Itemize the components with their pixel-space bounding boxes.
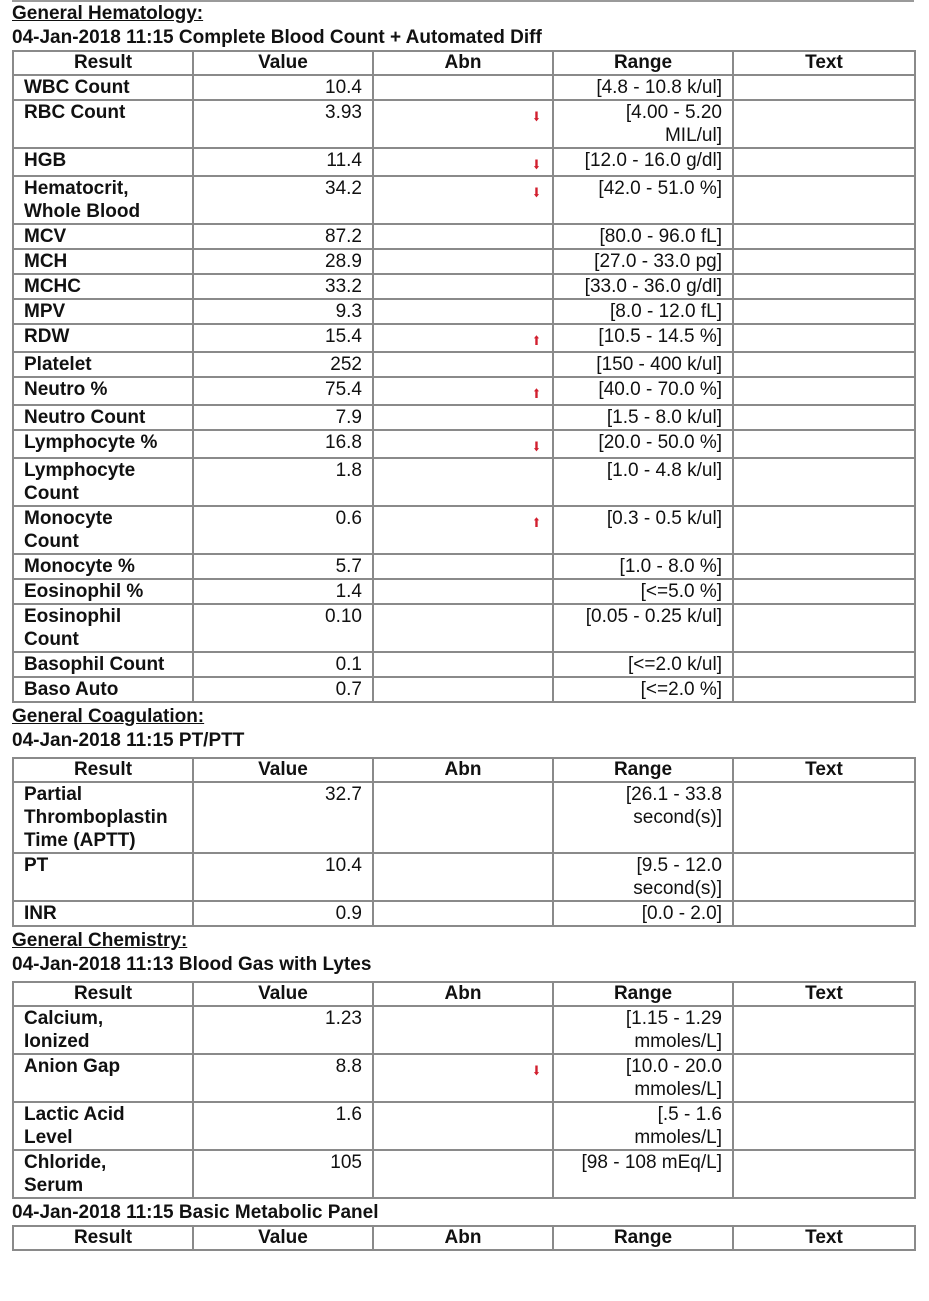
table-row — [13, 299, 915, 324]
abnormal-flag — [373, 377, 553, 405]
result-value: 1.4 — [193, 579, 373, 604]
abnormal-flag — [373, 249, 553, 274]
abnormal-flag — [373, 274, 553, 299]
result-name: RDW — [13, 324, 193, 352]
metabolic-table — [12, 1225, 916, 1251]
reference-range: [1.0 - 8.0 %] — [553, 554, 733, 579]
hematology-table-body — [13, 75, 915, 702]
result-name: Monocyte % — [13, 554, 193, 579]
chemistry-panel-title: 04-Jan-2018 11:13 Blood Gas with Lytes — [12, 954, 372, 975]
result-value: 16.8 — [193, 430, 373, 458]
reference-range: [80.0 - 96.0 fL] — [553, 224, 733, 249]
down-arrow-icon: ⬇ — [532, 1063, 541, 1078]
abnormal-flag — [373, 176, 553, 224]
reference-range: [42.0 - 51.0 %] — [553, 176, 733, 224]
abnormal-flag — [373, 148, 553, 176]
reference-range: [<=2.0 %] — [553, 677, 733, 702]
table-header-row — [13, 51, 915, 75]
result-text — [733, 677, 915, 702]
hematology-heading-text: General Hematology: — [12, 3, 204, 24]
column-header-text: Text — [733, 982, 915, 1006]
result-text — [733, 324, 915, 352]
column-header-abn: Abn — [373, 1226, 553, 1250]
abnormal-flag — [373, 506, 553, 554]
result-text — [733, 506, 915, 554]
reference-range: [98 - 108 mEq/L] — [553, 1150, 733, 1198]
result-text — [733, 224, 915, 249]
result-name: Baso Auto — [13, 677, 193, 702]
abnormal-flag — [373, 299, 553, 324]
result-text — [733, 100, 915, 148]
column-header-text: Text — [733, 51, 915, 75]
result-name: Neutro Count — [13, 405, 193, 430]
result-value: 8.8 — [193, 1054, 373, 1102]
reference-range: [33.0 - 36.0 g/dl] — [553, 274, 733, 299]
table-row — [13, 677, 915, 702]
result-name: Chloride, Serum — [13, 1150, 193, 1198]
column-header-value: Value — [193, 51, 373, 75]
reference-range: [0.0 - 2.0] — [553, 901, 733, 926]
metabolic-panel-title: 04-Jan-2018 11:15 Basic Metabolic Panel — [12, 1202, 379, 1223]
reference-range: [<=2.0 k/ul] — [553, 652, 733, 677]
result-value: 1.8 — [193, 458, 373, 506]
hematology-table — [12, 50, 916, 703]
result-value: 3.93 — [193, 100, 373, 148]
reference-range: [26.1 - 33.8 second(s)] — [553, 782, 733, 853]
column-header-range: Range — [553, 758, 733, 782]
abnormal-flag — [373, 901, 553, 926]
column-header-text: Text — [733, 1226, 915, 1250]
table-row — [13, 405, 915, 430]
table-row — [13, 377, 915, 405]
result-text — [733, 579, 915, 604]
reference-range: [8.0 - 12.0 fL] — [553, 299, 733, 324]
abnormal-flag — [373, 1102, 553, 1150]
result-text — [733, 1054, 915, 1102]
chemistry-heading-text: General Chemistry: — [12, 930, 188, 951]
coagulation-panel-title: 04-Jan-2018 11:15 PT/PTT — [12, 730, 245, 751]
lab-results-document — [12, 0, 914, 1251]
result-name: Calcium, Ionized — [13, 1006, 193, 1054]
result-name: Monocyte Count — [13, 506, 193, 554]
result-name: Platelet — [13, 352, 193, 377]
table-row — [13, 506, 915, 554]
result-text — [733, 458, 915, 506]
result-value: 11.4 — [193, 148, 373, 176]
down-arrow-icon: ⬇ — [532, 185, 541, 200]
column-header-range: Range — [553, 1226, 733, 1250]
result-text — [733, 1006, 915, 1054]
result-text — [733, 75, 915, 100]
table-row — [13, 458, 915, 506]
reference-range: [150 - 400 k/ul] — [553, 352, 733, 377]
abnormal-flag — [373, 324, 553, 352]
column-header-value: Value — [193, 982, 373, 1006]
reference-range: [1.5 - 8.0 k/ul] — [553, 405, 733, 430]
result-text — [733, 377, 915, 405]
result-text — [733, 901, 915, 926]
result-text — [733, 1102, 915, 1150]
column-header-result: Result — [13, 758, 193, 782]
table-row — [13, 274, 915, 299]
table-row — [13, 901, 915, 926]
table-row — [13, 324, 915, 352]
column-header-range: Range — [553, 982, 733, 1006]
result-name: Anion Gap — [13, 1054, 193, 1102]
coagulation-table-body — [13, 782, 915, 926]
table-row — [13, 224, 915, 249]
chemistry-table-body — [13, 1006, 915, 1198]
result-name: PT — [13, 853, 193, 901]
table-header-row — [13, 982, 915, 1006]
result-name: Lactic Acid Level — [13, 1102, 193, 1150]
result-name: MCV — [13, 224, 193, 249]
result-text — [733, 176, 915, 224]
reference-range: [20.0 - 50.0 %] — [553, 430, 733, 458]
hematology-panel-title: 04-Jan-2018 11:15 Complete Blood Count + Automated Diff — [12, 27, 542, 48]
column-header-abn: Abn — [373, 982, 553, 1006]
chemistry-table — [12, 981, 916, 1199]
result-value: 10.4 — [193, 75, 373, 100]
result-text — [733, 604, 915, 652]
coagulation-heading-text: General Coagulation: — [12, 706, 205, 727]
abnormal-flag — [373, 677, 553, 702]
coagulation-table — [12, 757, 916, 927]
result-text — [733, 274, 915, 299]
up-arrow-icon: ⬆ — [532, 333, 541, 348]
result-value: 33.2 — [193, 274, 373, 299]
result-text — [733, 299, 915, 324]
result-value: 0.1 — [193, 652, 373, 677]
table-row — [13, 148, 915, 176]
result-value: 252 — [193, 352, 373, 377]
reference-range: [<=5.0 %] — [553, 579, 733, 604]
result-value: 75.4 — [193, 377, 373, 405]
result-name: MPV — [13, 299, 193, 324]
table-row — [13, 1150, 915, 1198]
reference-range: [10.0 - 20.0 mmoles/L] — [553, 1054, 733, 1102]
result-name: MCH — [13, 249, 193, 274]
reference-range: [.5 - 1.6 mmoles/L] — [553, 1102, 733, 1150]
result-text — [733, 853, 915, 901]
abnormal-flag — [373, 782, 553, 853]
table-row — [13, 75, 915, 100]
column-header-range: Range — [553, 51, 733, 75]
chemistry-section-heading — [12, 927, 914, 953]
table-row — [13, 853, 915, 901]
column-header-result: Result — [13, 1226, 193, 1250]
abnormal-flag — [373, 1006, 553, 1054]
reference-range: [12.0 - 16.0 g/dl] — [553, 148, 733, 176]
result-value: 0.7 — [193, 677, 373, 702]
reference-range: [27.0 - 33.0 pg] — [553, 249, 733, 274]
table-header-row — [13, 1226, 915, 1250]
result-text — [733, 148, 915, 176]
result-value: 10.4 — [193, 853, 373, 901]
up-arrow-icon: ⬆ — [532, 386, 541, 401]
column-header-abn: Abn — [373, 51, 553, 75]
result-text — [733, 652, 915, 677]
result-name: Eosinophil Count — [13, 604, 193, 652]
reference-range: [0.05 - 0.25 k/ul] — [553, 604, 733, 652]
abnormal-flag — [373, 75, 553, 100]
table-row — [13, 100, 915, 148]
result-name: RBC Count — [13, 100, 193, 148]
table-row — [13, 176, 915, 224]
result-name: Hematocrit, Whole Blood — [13, 176, 193, 224]
result-value: 28.9 — [193, 249, 373, 274]
column-header-result: Result — [13, 51, 193, 75]
table-row — [13, 249, 915, 274]
result-value: 1.23 — [193, 1006, 373, 1054]
result-value: 7.9 — [193, 405, 373, 430]
abnormal-flag — [373, 430, 553, 458]
result-name: INR — [13, 901, 193, 926]
abnormal-flag — [373, 853, 553, 901]
result-value: 34.2 — [193, 176, 373, 224]
result-value: 0.6 — [193, 506, 373, 554]
reference-range: [0.3 - 0.5 k/ul] — [553, 506, 733, 554]
hematology-section-heading — [12, 0, 914, 26]
table-row — [13, 352, 915, 377]
column-header-abn: Abn — [373, 758, 553, 782]
table-row — [13, 1006, 915, 1054]
result-name: Basophil Count — [13, 652, 193, 677]
result-value: 5.7 — [193, 554, 373, 579]
abnormal-flag — [373, 100, 553, 148]
result-value: 105 — [193, 1150, 373, 1198]
abnormal-flag — [373, 652, 553, 677]
coagulation-section-heading — [12, 703, 914, 729]
reference-range: [1.15 - 1.29 mmoles/L] — [553, 1006, 733, 1054]
abnormal-flag — [373, 405, 553, 430]
table-header-row — [13, 758, 915, 782]
result-name: MCHC — [13, 274, 193, 299]
result-value: 9.3 — [193, 299, 373, 324]
result-text — [733, 249, 915, 274]
result-value: 1.6 — [193, 1102, 373, 1150]
result-text — [733, 430, 915, 458]
result-value: 87.2 — [193, 224, 373, 249]
column-header-text: Text — [733, 758, 915, 782]
abnormal-flag — [373, 1054, 553, 1102]
table-row — [13, 1054, 915, 1102]
down-arrow-icon: ⬇ — [532, 439, 541, 454]
abnormal-flag — [373, 352, 553, 377]
top-divider — [12, 0, 914, 2]
down-arrow-icon: ⬇ — [532, 109, 541, 124]
table-row — [13, 554, 915, 579]
result-name: Lymphocyte % — [13, 430, 193, 458]
table-row — [13, 579, 915, 604]
reference-range: [40.0 - 70.0 %] — [553, 377, 733, 405]
down-arrow-icon: ⬇ — [532, 157, 541, 172]
result-name: WBC Count — [13, 75, 193, 100]
result-name: HGB — [13, 148, 193, 176]
result-name: Eosinophil % — [13, 579, 193, 604]
table-row — [13, 430, 915, 458]
result-value: 15.4 — [193, 324, 373, 352]
result-name: Neutro % — [13, 377, 193, 405]
result-value: 32.7 — [193, 782, 373, 853]
abnormal-flag — [373, 458, 553, 506]
abnormal-flag — [373, 1150, 553, 1198]
abnormal-flag — [373, 554, 553, 579]
reference-range: [1.0 - 4.8 k/ul] — [553, 458, 733, 506]
result-text — [733, 352, 915, 377]
table-row — [13, 652, 915, 677]
column-header-result: Result — [13, 982, 193, 1006]
result-text — [733, 554, 915, 579]
result-name: Partial Thromboplastin Time (APTT) — [13, 782, 193, 853]
reference-range: [9.5 - 12.0 second(s)] — [553, 853, 733, 901]
table-row — [13, 782, 915, 853]
column-header-value: Value — [193, 1226, 373, 1250]
abnormal-flag — [373, 579, 553, 604]
result-text — [733, 405, 915, 430]
result-text — [733, 1150, 915, 1198]
abnormal-flag — [373, 604, 553, 652]
result-value: 0.9 — [193, 901, 373, 926]
table-row — [13, 1102, 915, 1150]
result-text — [733, 782, 915, 853]
result-value: 0.10 — [193, 604, 373, 652]
column-header-value: Value — [193, 758, 373, 782]
reference-range: [4.8 - 10.8 k/ul] — [553, 75, 733, 100]
table-row — [13, 604, 915, 652]
reference-range: [10.5 - 14.5 %] — [553, 324, 733, 352]
reference-range: [4.00 - 5.20 MIL/ul] — [553, 100, 733, 148]
result-name: Lymphocyte Count — [13, 458, 193, 506]
up-arrow-icon: ⬆ — [532, 515, 541, 530]
abnormal-flag — [373, 224, 553, 249]
